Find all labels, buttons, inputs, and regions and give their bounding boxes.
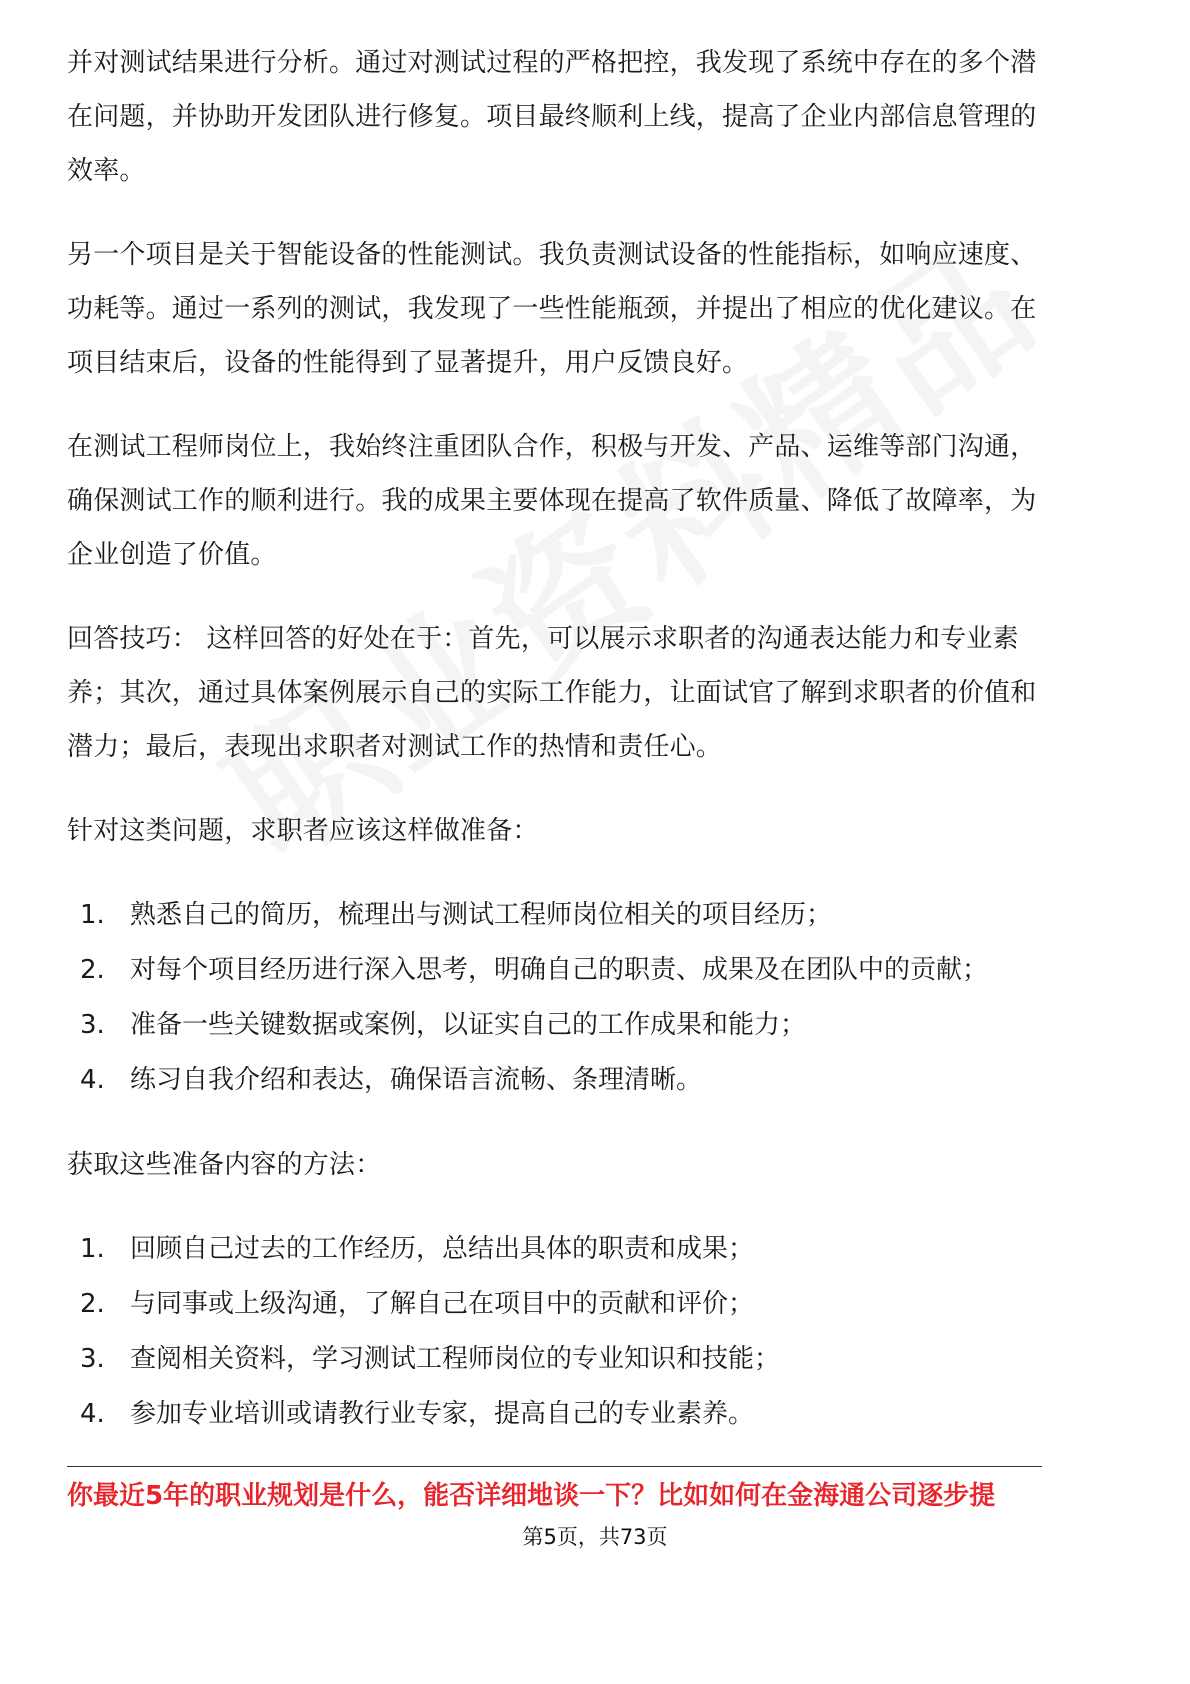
list-text: 参加专业培训或请教行业专家，提高自己的专业素养。 [130,1399,755,1429]
prep-list [67,888,1042,1108]
list-text: 练习自我介绍和表达，确保语言流畅、条理清晰。 [130,1065,703,1095]
list-item [67,1222,1042,1277]
method-list [67,1222,1042,1442]
list-number: 2. [80,955,105,985]
list-number: 4. [80,1399,105,1429]
paragraph: 另一个项目是关于智能设备的性能测试。我负责测试设备的性能指标，如响应速度、功耗等。通过一系列的测试，我发现了一些性能瓶颈，并提出了相应的优化建议。在项目结束后，设备的性能得到了显著提升，用户反馈良好。 [67,240,1037,378]
list-number: 3. [80,1344,105,1374]
next-question-heading: 你最近5年的职业规划是什么，能否详细地谈一下？比如如何在金海通公司逐步提 [67,1481,996,1511]
list-text: 准备一些关键数据或案例，以证实自己的工作成果和能力； [130,1010,807,1040]
document-body [67,36,1042,1472]
list-number: 3. [80,1010,105,1040]
list-item [67,998,1042,1053]
list-item [67,1387,1042,1442]
list-item [67,943,1042,998]
answer-tips-paragraph: 回答技巧： 这样回答的好处在于：首先，可以展示求职者的沟通表达能力和专业素养；其次，通过具体案例展示自己的实际工作能力，让面试官了解到求职者的价值和潜力；最后，表现出求职者对测试工作的热情和责任心。 [67,624,1037,762]
list-item [67,1053,1042,1108]
list-number: 4. [80,1065,105,1095]
list-text: 回顾自己过去的工作经历，总结出具体的职责和成果； [130,1234,755,1264]
page-number: 第5页，共73页 [522,1525,668,1549]
list-item [67,888,1042,943]
divider [67,1466,1042,1467]
list-text: 查阅相关资料，学习测试工程师岗位的专业知识和技能； [130,1344,781,1374]
list-number: 1. [80,1234,105,1264]
paragraph: 在测试工程师岗位上，我始终注重团队合作，积极与开发、产品、运维等部门沟通，确保测试工作的顺利进行。我的成果主要体现在提高了软件质量、降低了故障率，为企业创造了价值。 [67,432,1037,570]
method-heading: 获取这些准备内容的方法： [67,1150,382,1180]
list-number: 2. [80,1289,105,1319]
list-text: 与同事或上级沟通，了解自己在项目中的贡献和评价； [130,1289,755,1319]
list-text: 对每个项目经历进行深入思考，明确自己的职责、成果及在团队中的贡献； [130,955,989,985]
list-text: 熟悉自己的简历，梳理出与测试工程师岗位相关的项目经历； [130,900,833,930]
prep-heading: 针对这类问题，求职者应该这样做准备： [67,816,539,846]
list-item [67,1332,1042,1387]
list-number: 1. [80,900,105,930]
list-item [67,1277,1042,1332]
paragraph: 并对测试结果进行分析。通过对测试过程的严格把控，我发现了系统中存在的多个潜在问题，并协助开发团队进行修复。项目最终顺利上线，提高了企业内部信息管理的效率。 [67,48,1037,186]
